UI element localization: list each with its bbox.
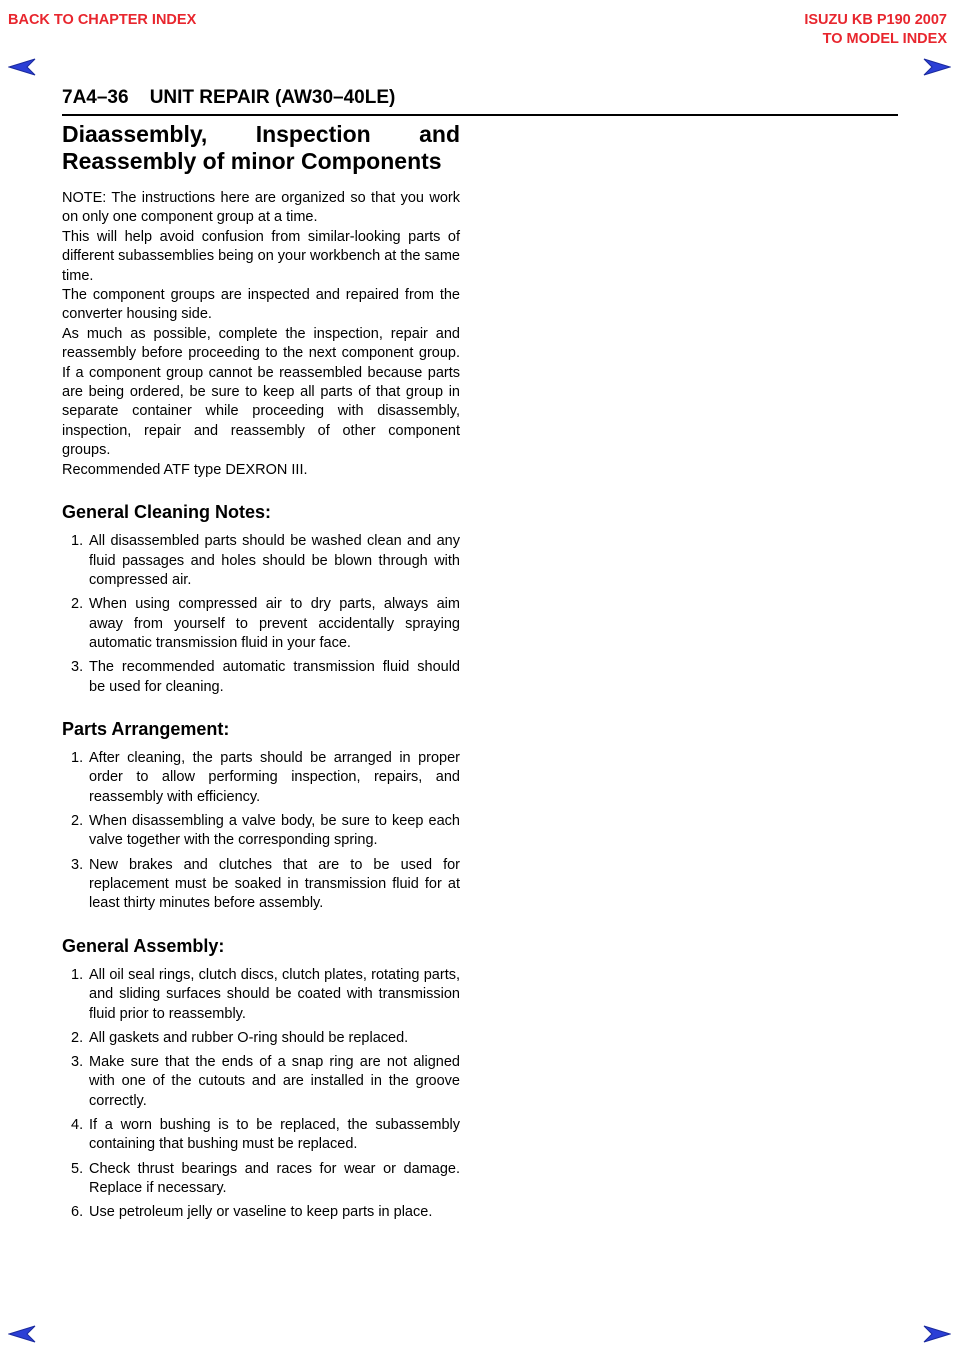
list-number: 3. [71, 856, 84, 873]
list-item [62, 595, 460, 653]
list-text: The recommended automatic transmission fluid should be used for cleaning. [89, 659, 460, 695]
list-item [62, 532, 460, 590]
list-text: Check thrust bearings and races for wear or damage. Replace if necessary. [89, 1160, 460, 1197]
to-model-index-link[interactable]: TO MODEL INDEX [822, 31, 947, 47]
list-text: When using compressed air to dry parts, always aim away from yourself to prevent accidentally spraying automatic transmission fluid in your face. [89, 596, 460, 651]
header-rule [62, 114, 898, 116]
list-item [62, 856, 460, 914]
list-number: 2. [71, 596, 84, 613]
list-number: 6. [71, 1204, 84, 1221]
intro-text [62, 189, 460, 480]
intro-paragraph: The component groups are inspected and repaired from the converter housing side. [62, 287, 460, 323]
page-number: 7A4–36 [62, 87, 129, 108]
page-header [62, 86, 898, 110]
list-number: 1. [71, 533, 84, 550]
parts-arrangement-list [62, 749, 460, 914]
list-number: 1. [71, 749, 84, 766]
main-content [62, 121, 460, 1227]
arrow-right-icon[interactable] [923, 58, 951, 76]
arrow-right-icon[interactable] [923, 1325, 951, 1343]
list-item [62, 1029, 460, 1048]
list-text: All gaskets and rubber O-ring should be replaced. [89, 1029, 409, 1046]
cleaning-notes-list [62, 532, 460, 697]
list-number: 3. [71, 1054, 84, 1070]
model-title: ISUZU KB P190 2007 [804, 12, 947, 28]
back-to-chapter-index-link[interactable]: BACK TO CHAPTER INDEX [8, 12, 197, 28]
page-title-line-2: Reassembly of minor Components [62, 148, 442, 174]
list-number: 5. [71, 1160, 84, 1177]
section-heading-cleaning: General Cleaning Notes: [62, 502, 272, 523]
page-title-line-1: Diaassembly, Inspection and [62, 121, 460, 147]
list-text: Make sure that the ends of a snap ring are not aligned with one of the cutouts and are installed in the groove correctly. [89, 1054, 460, 1109]
list-text: New brakes and clutches that are to be used for replacement must be soaked in transmission fluid for at least thirty minutes before assembly. [89, 856, 460, 912]
list-item [62, 658, 460, 697]
intro-paragraph: This will help avoid confusion from similar-looking parts of different subassemblies being on your workbench at the same time. [62, 228, 460, 284]
page-title [62, 121, 460, 175]
list-number: 2. [71, 1029, 84, 1046]
list-text: All oil seal rings, clutch discs, clutch plates, rotating parts, and sliding surfaces should be coated with transmission fluid prior to reassembly. [89, 966, 460, 1022]
list-item [62, 966, 460, 1024]
list-item [62, 1116, 460, 1155]
list-number: 1. [71, 966, 84, 983]
list-text: Use petroleum jelly or vaseline to keep parts in place. [89, 1204, 433, 1221]
list-item [62, 1053, 460, 1111]
list-text: When disassembling a valve body, be sure to keep each valve together with the corresponding spring. [89, 812, 460, 849]
arrow-left-icon[interactable] [8, 1325, 36, 1343]
intro-paragraph: As much as possible, complete the inspection, repair and reassembly before proceeding to the next component group. If a component group cannot be reassembled because parts are being ordered, be sure to keep all parts of that group in separate container while proceeding with disassembly, inspection, repair and reassembly of other component groups. [62, 325, 460, 459]
section-heading-parts-arrangement: Parts Arrangement: [62, 718, 230, 739]
list-text: All disassembled parts should be washed clean and any fluid passages and holes should be blown through with compressed air. [89, 533, 460, 588]
list-text: After cleaning, the parts should be arranged in proper order to allow performing inspection, repairs, and reassembly with efficiency. [89, 749, 460, 805]
intro-paragraph: NOTE: The instructions here are organized so that you work on only one component group at a time. [62, 190, 460, 226]
intro-paragraph: Recommended ATF type DEXRON III. [62, 461, 308, 478]
section-heading-general-assembly: General Assembly: [62, 935, 225, 956]
list-number: 4. [71, 1117, 84, 1134]
list-item [62, 812, 460, 851]
list-item [62, 1203, 460, 1222]
list-number: 2. [71, 812, 84, 829]
list-text: If a worn bushing is to be replaced, the subassembly containing that bushing must be replaced. [89, 1117, 460, 1153]
arrow-left-icon[interactable] [8, 58, 36, 76]
general-assembly-list [62, 966, 460, 1223]
list-item [62, 1160, 460, 1199]
list-number: 3. [71, 659, 84, 676]
list-item [62, 749, 460, 807]
section-title: UNIT REPAIR (AW30–40LE) [149, 87, 396, 108]
